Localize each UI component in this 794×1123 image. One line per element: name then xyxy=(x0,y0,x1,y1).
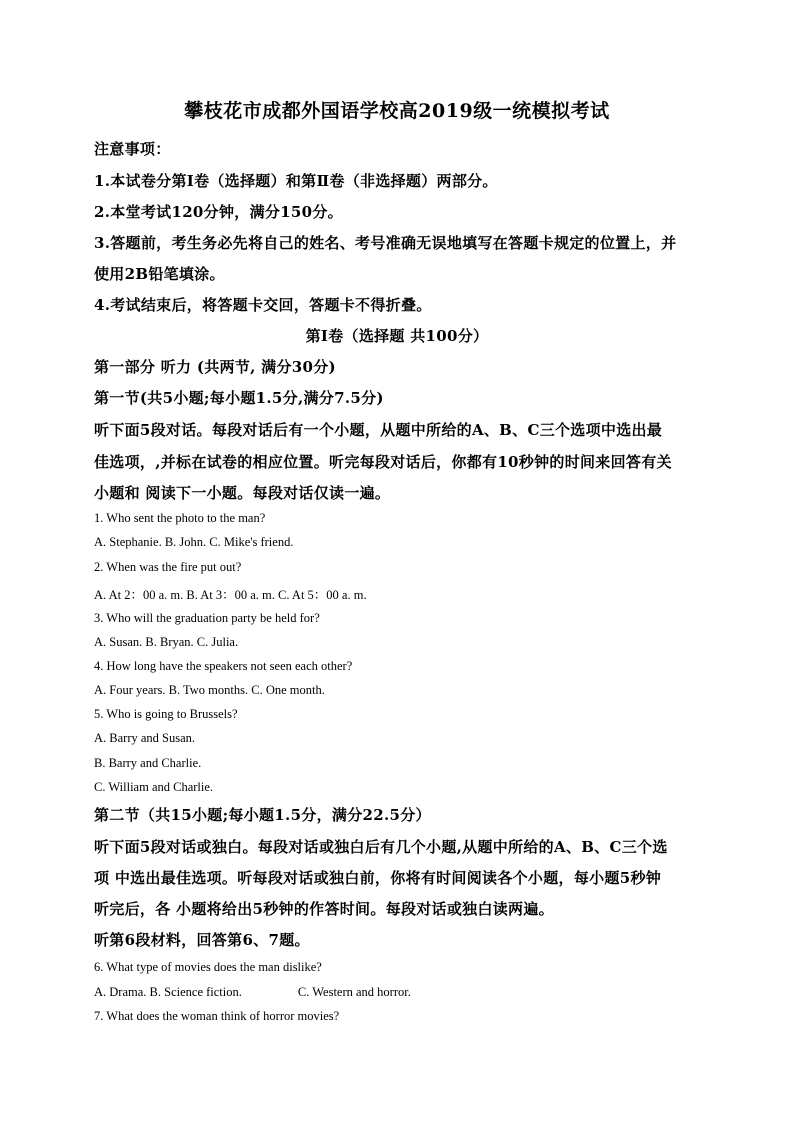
question-1: 1. Who sent the photo to the man? xyxy=(94,511,266,525)
notice-heading: 注意事项： xyxy=(94,140,171,158)
question-1-options: A. Stephanie. B. John. C. Mike's friend. xyxy=(94,535,294,549)
question-5-option-b: B. Barry and Charlie. xyxy=(94,756,202,770)
question-2: 2. When was the fire put out? xyxy=(94,560,242,574)
question-4-options: A. Four years. B. Two months. C. One month. xyxy=(94,683,325,697)
section2-instruction: 听下面5段对话或独白。每段对话或独白后有几个小题,从题中所给的A、B、C三个选 xyxy=(94,838,668,856)
part-heading: 第一部分 听力 (共两节, 满分30分) xyxy=(94,358,336,376)
notice-item-2: 2.本堂考试120分钟，满分150分。 xyxy=(94,203,343,221)
question-5-option-a: A. Barry and Susan. xyxy=(94,731,196,745)
section1-instruction: 小题和 阅读下一小题。每段对话仅读一遍。 xyxy=(94,484,391,502)
question-5-option-c: C. William and Charlie. xyxy=(94,780,214,794)
section1-instruction: 佳选项，,并标在试卷的相应位置。听完每段对话后，你都有10秒钟的时间来回答有关 xyxy=(94,453,672,471)
notice-item-1: 1.本试卷分第Ⅰ卷（选择题）和第Ⅱ卷（非选择题）两部分。 xyxy=(94,172,498,190)
question-3-options: A. Susan. B. Bryan. C. Julia. xyxy=(94,635,239,649)
question-3: 3. Who will the graduation party be held for? xyxy=(94,611,320,625)
section1-instruction: 听下面5段对话。每段对话后有一个小题，从题中所给的A、B、C三个选项中选出最 xyxy=(94,421,663,439)
question-4: 4. How long have the speakers not seen each other? xyxy=(94,659,353,673)
section2-instruction: 听完后，各 小题将给出5秒钟的作答时间。每段对话或独白读两遍。 xyxy=(94,900,554,918)
question-2-options: A. At 2：00 a. m. B. At 3：00 a. m. C. At 5：00 a. m. xyxy=(94,588,367,602)
question-6-options-ab: A. Drama. B. Science fiction. xyxy=(94,985,242,999)
section2-heading: 第二节（共15小题;每小题1.5分，满分22.5分） xyxy=(94,806,431,824)
question-6-option-c: C. Western and horror. xyxy=(297,985,411,999)
question-6: 6. What type of movies does the man dislike? xyxy=(94,960,322,974)
volume-heading: 第Ⅰ卷（选择题 共100分） xyxy=(305,327,489,345)
notice-item-3: 3.答题前，考生务必先将自己的姓名、考号准确无误地填写在答题卡规定的位置上，并 xyxy=(94,234,677,252)
exam-title: 攀枝花市成都外国语学校高2019级一统模拟考试 xyxy=(184,100,610,122)
notice-item-3-cont: 使用2B铅笔填涂。 xyxy=(94,265,225,283)
section1-heading: 第一节(共5小题;每小题1.5分,满分7.5分) xyxy=(94,389,384,407)
question-5: 5. Who is going to Brussels? xyxy=(94,707,238,721)
question-7: 7. What does the woman think of horror movies? xyxy=(94,1009,340,1023)
notice-item-4: 4.考试结束后，将答题卡交回，答题卡不得折叠。 xyxy=(94,296,432,314)
material-heading: 听第6段材料，回答第6、7题。 xyxy=(94,931,310,949)
question-6-options xyxy=(94,985,411,1000)
section2-instruction: 项 中选出最佳选项。听每段对话或独白前，你将有时间阅读各个小题，每小题5秒钟 xyxy=(94,869,662,887)
